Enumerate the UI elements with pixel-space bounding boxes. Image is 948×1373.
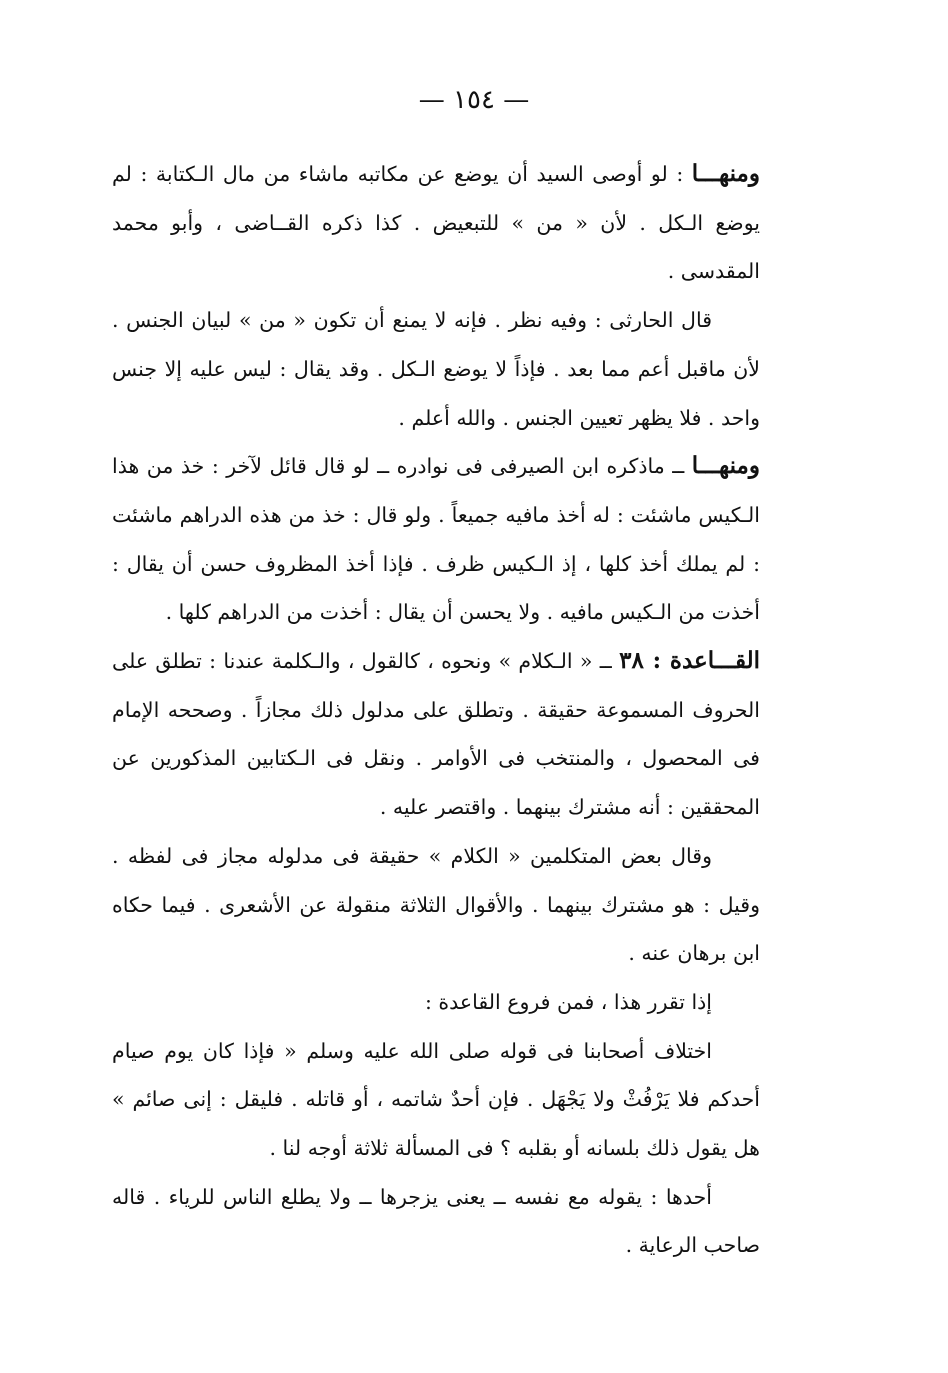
paragraph-2 (112, 296, 760, 442)
paragraph-7 (112, 1027, 760, 1173)
paragraph-lead: ومنهـــا (691, 160, 760, 187)
rule-heading-paragraph (112, 637, 760, 832)
paragraph-text: أحدها : يقوله مع نفسه ــ يعنى يزجرها ــ ولا يطلع الناس للرياء . قاله صاحب الرعاية . (112, 1184, 760, 1258)
paragraph-text: قال الحارثى : وفيه نظر . فإنه لا يمنع أن تكون « من » لبيان الجنس . لأن ماقبل أعم مما بعد . فإذاً لا يوضع الـكل . وقد يقال : ليس عليه إلا جنس واحد . فلا يظهر تعيين الجنس . والله أعلم . (112, 308, 760, 430)
rule-heading: القـــاعدة : ٣٨ (619, 647, 760, 675)
paragraph-1 (112, 150, 760, 296)
paragraph-text: وقال بعض المتكلمين « الكلام » حقيقة فى مدلوله مجاز فى لفظه . وقيل : هو مشترك بينهما . والأقوال الثلاثة منقولة عن الأشعرى . فيما حكاه ابن برهان عنه . (112, 843, 760, 966)
paragraph-3 (112, 442, 760, 637)
paragraph-lead: ومنهـــا (691, 452, 760, 480)
paragraph-text: : لو أوصى السيد أن يوضع عن مكاتبه ماشاء من مال الـكتابة : لم يوضع الـكل . لأن « من » للتبعيض . كذا ذكره القــاضى ، وأبو محمد المقدسى . (112, 162, 760, 284)
paragraph-6 (112, 978, 760, 1027)
paragraph-8 (112, 1173, 760, 1270)
paragraph-text: اختلاف أصحابنا فى قوله صلى الله عليه وسلم « فإذا كان يوم صيام أحدكم فلا يَرْفُثْ ولا يَجْهَل . فإن أحدٌ شاتمه ، أو قاتله . فليقل : إنى صائم » هل يقول ذلك بلسانه أو بقلبه ؟ فى المسألة ثلاثة أوجه لنا . (112, 1038, 760, 1161)
paragraph-text: ــ ماذكره ابن الصيرفى فى نوادره ــ لو قال قائل لآخر : خذ من هذا الـكيس ماشئت : له أخذ مافيه جميعاً . ولو قال : خذ من هذه الدراهم ماشئت : لم يملك أخذ كلها ، إذ الـكيس ظرف . فإذا أخذ المظروف حسن أن يقال : أخذت من الـكيس مافيه . ولا يحسن أن يقال : أخذت من الدراهم كلها . (112, 454, 760, 625)
page-number: — ١٥٤ — (418, 85, 530, 115)
paragraph-5 (112, 832, 760, 978)
paragraph-text: ــ « الـكلام » ونحوه ، كالقول ، والـكلمة عندنا : تطلق على الحروف المسموعة حقيقة . وتطلق على مدلول ذلك مجازاً . وصححه الإمام فى المحصول ، والمنتخب فى الأوامر . ونقل فى الـكتابين المذكورين عن المحققين : أنه مشترك بينهما . واقتصر عليه . (112, 649, 760, 820)
page-body (112, 150, 760, 1270)
paragraph-text: إذا تقرر هذا ، فمن فروع القاعدة : (425, 989, 712, 1014)
